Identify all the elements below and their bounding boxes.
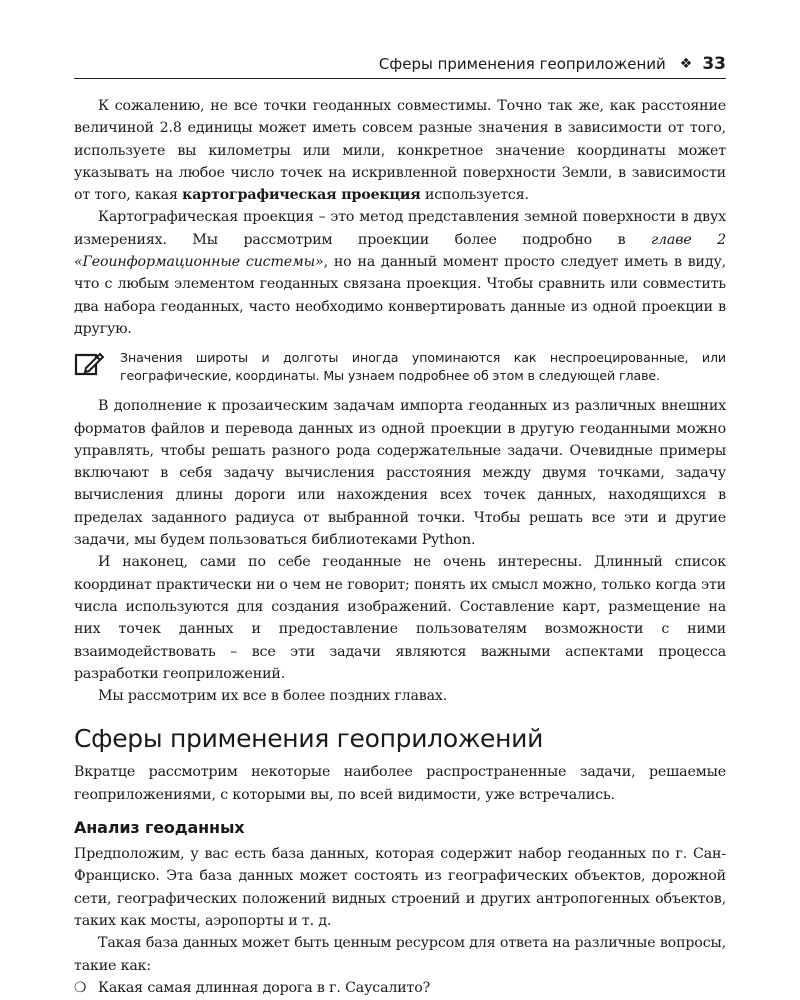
list-item <box>74 977 726 999</box>
section-intro: Вкратце рассмотрим некоторые наиболее распространенные задачи, решаемые геоприложениями, с которыми вы, по всей видимости, уже встречались. <box>74 764 726 803</box>
subsection-heading: Анализ геоданных <box>74 818 245 838</box>
paragraph: Картографическая проекция – это метод представления земной поверхности в двух измерениях. Мы рассмотрим проекции более подробно в главе 2 «Геоинформационные системы», но на данный момент просто следует иметь в виду, что с любым элементом геоданных связана проекция. Чтобы сравнить или совместить два набора геоданных, часто необходимо конвертировать данные из одной проекции в другую. <box>74 209 726 337</box>
circle-bullet-icon: ❍ <box>74 979 87 996</box>
header-separator: ❖ <box>679 56 693 72</box>
bold-term: картографическая проекция <box>182 187 421 204</box>
pencil-note-icon <box>74 349 120 385</box>
chapter-reference: главе 2 «Геоинформационные системы» <box>74 231 726 271</box>
paragraph: К сожалению, не все точки геоданных совместимы. Точно так же, как расстояние величиной 2.8 единицы может иметь совсем разные значения в зависимости от того, используете вы километры или мили, конкретное значение координаты может указывать на любое число точек на искривленной поверхности Земли, в зависимости от того, какая картографическая проекция используется. <box>74 98 726 204</box>
paragraph: Мы рассмотрим их все в более поздних главах. <box>98 688 448 705</box>
page-body <box>74 95 726 999</box>
running-title: Сферы применения геоприложений <box>378 55 666 73</box>
section-heading: Сферы применения геоприложений <box>74 724 544 754</box>
paragraph: В дополнение к прозаическим задачам импорта геоданных из различных внешних форматов файлов и перевода данных из одной проекции в другую геоданными можно управлять, чтобы решать разного рода содержательные задачи. Очевидные примеры включают в себя задачу вычисления расстояния между двумя точками, задачу вычисления длины дороги или нахождения всех точек данных, находящихся в пределах заданного радиуса от выбранной точки. Чтобы решать все эти и другие задачи, мы будем пользоваться библиотеками Python. <box>74 398 726 549</box>
page-number: 33 <box>702 54 726 74</box>
paragraph: Такая база данных может быть ценным ресурсом для ответа на различные вопросы, такие как: <box>74 935 726 974</box>
bullet-list <box>74 977 726 999</box>
paragraph: И наконец, сами по себе геоданные не очень интересны. Длинный список координат практически ни о чем не говорит; понять их смысл можно, только когда эти числа используются для создания изображений. Составление карт, размещение на них точек данных и предоставление пользователям возможности с ними взаимодействовать – все эти задачи являются важными аспектами процесса разработки геоприложений. <box>74 554 726 682</box>
list-item-text: Какая самая длинная дорога в г. Саусалито? <box>98 979 431 996</box>
note-text: Значения широты и долготы иногда упоминаются как неспроецированные, или географические, координаты. Мы узнаем подробнее об этом в следующей главе. <box>120 350 726 384</box>
running-header <box>74 50 726 79</box>
book-page <box>74 0 726 1000</box>
paragraph: Предположим, у вас есть база данных, которая содержит набор геоданных по г. Сан-Франциско. Эта база данных может состоять из географических объектов, дорожной сети, географических положений видных строений и других антропогенных объектов, таких как мосты, аэропорты и т. д. <box>74 846 726 929</box>
note-box <box>74 349 726 385</box>
